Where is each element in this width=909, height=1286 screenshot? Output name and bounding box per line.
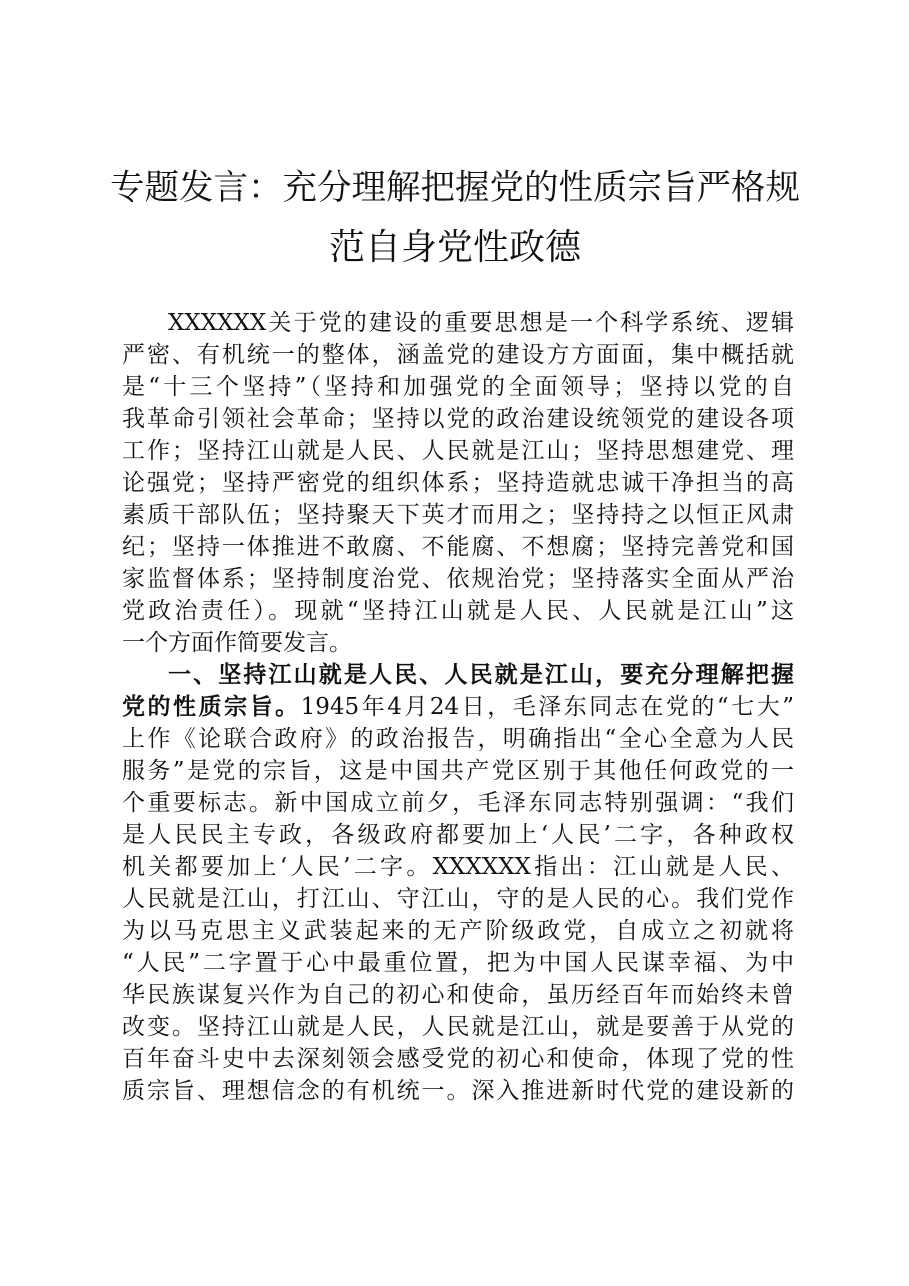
paragraph-intro [122,307,794,659]
text-line: 服务”是党的宗旨，这是中国共产党区别于其他任何政党的一 [122,758,794,784]
title-line-1: 专题发言：充分理解把握党的性质宗旨严格规 [110,168,800,208]
section-heading-line: 一、坚持江山就是人民、人民就是江山，要充分理解把握 [168,662,794,688]
document-body [122,307,794,1107]
text-line: 一个方面作简要发言。 [122,630,352,656]
text-line: 严密、有机统一的整体，涵盖党的建设方方面面，集中概括就 [122,342,794,368]
text-line: 素质干部队伍；坚持聚天下英才而用之；坚持持之以恒正风肃 [122,502,794,528]
section-heading-tail: 党的性质宗旨。 [122,694,301,720]
text-line: 家监督体系；坚持制度治党、依规治党；坚持落实全面从严治 [122,566,794,592]
text-line: 为以马克思主义武装起来的无产阶级政党，自成立之初就将 [122,918,794,944]
text-line: XXXXXX关于党的建设的重要思想是一个科学系统、逻辑 [168,310,794,336]
text-line: 纪；坚持一体推进不敢腐、不能腐、不想腐；坚持完善党和国 [122,534,794,560]
text-line: 人民就是江山，打江山、守江山，守的是人民的心。我们党作 [122,886,794,912]
text-line: 是人民民主专政，各级政府都要加上‘人民’二字，各种政权 [122,822,794,848]
title-line-2: 范自身党性政德 [328,227,581,268]
text-line: 改变。坚持江山就是人民，人民就是江山，就是要善于从党的 [122,1014,794,1040]
text-line: 百年奋斗史中去深刻领会感受党的初心和使命，体现了党的性 [122,1046,794,1072]
paragraph-section-one [122,659,794,1107]
text-line: 个重要标志。新中国成立前夕，毛泽东同志特别强调：“我们 [122,790,794,816]
text-line: “人民”二字置于心中最重位置，把为中国人民谋幸福、为中 [122,950,794,976]
text-line: 质宗旨、理想信念的有机统一。深入推进新时代党的建设新的 [122,1078,794,1104]
text-line: 我革命引领社会革命；坚持以党的政治建设统领党的建设各项 [122,406,794,432]
text-line: 是“十三个坚持”（坚持和加强党的全面领导；坚持以党的自 [122,374,794,400]
text-line: 华民族谋复兴作为自己的初心和使命，虽历经百年而始终未曾 [122,982,794,1008]
document-title [110,158,800,278]
text-line: 机关都要加上‘人民’二字。XXXXXX指出：江山就是人民、 [122,854,794,880]
text-line: 党政治责任）。现就“坚持江山就是人民、人民就是江山”这 [122,598,794,624]
text-line: 工作；坚持江山就是人民、人民就是江山；坚持思想建党、理 [122,438,794,464]
text-line-mixed [122,691,794,723]
text-span: 1945年4月24日，毛泽东同志在党的“七大” [300,694,794,720]
text-line: 论强党；坚持严密党的组织体系；坚持造就忠诚干净担当的高 [122,470,794,496]
text-line: 上作《论联合政府》的政治报告，明确指出“全心全意为人民 [122,726,794,752]
